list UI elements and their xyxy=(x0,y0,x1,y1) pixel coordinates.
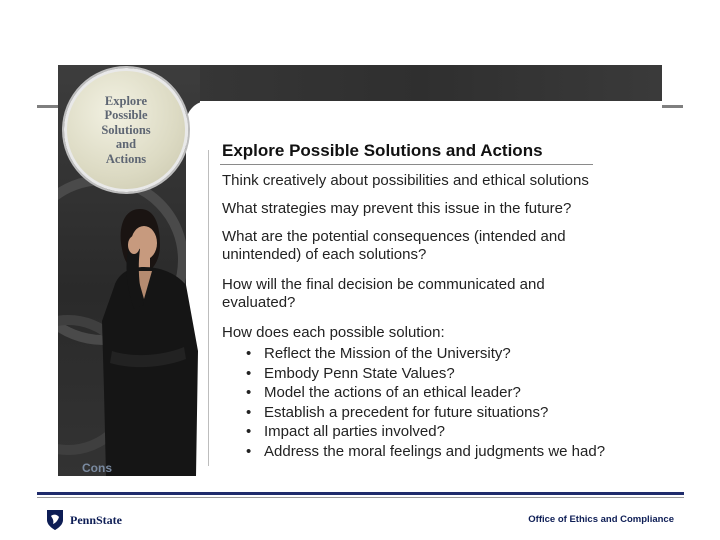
bullet-item: • Embody Penn State Values? xyxy=(246,364,605,384)
bullet-item: • Reflect the Mission of the University? xyxy=(246,344,605,364)
office-name: Office of Ethics and Compliance xyxy=(528,514,674,525)
section-badge xyxy=(64,68,188,192)
penn-state-logo xyxy=(46,509,122,531)
footer-rule xyxy=(37,492,684,495)
badge-text: Explore Possible Solutions and Actions xyxy=(101,93,151,166)
footer-rule-thin xyxy=(37,497,684,498)
bullet-item: • Model the actions of an ethical leader? xyxy=(246,383,605,403)
paragraph: What are the potential consequences (intended and unintended) of each solutions? xyxy=(222,228,566,263)
paragraph: What strategies may prevent this issue in the future? xyxy=(222,200,572,217)
slide-title: Explore Possible Solutions and Actions xyxy=(222,141,543,160)
decorative-line-right xyxy=(662,105,683,108)
cut-off-label: Cons xyxy=(82,461,112,475)
paragraph: Think creatively about possibilities and ethical solutions xyxy=(222,172,589,189)
title-underline xyxy=(220,164,593,165)
bullet-item: • Address the moral feelings and judgments we had? xyxy=(246,442,605,462)
decorative-line-left xyxy=(37,105,59,108)
vertical-divider xyxy=(208,150,209,466)
paragraph: How will the final decision be communicated and evaluated? xyxy=(222,276,545,311)
logo-wordmark: PennState xyxy=(70,512,122,527)
paragraph: How does each possible solution: xyxy=(222,324,445,341)
woman-thinking-photo xyxy=(100,201,210,476)
bullet-item: • Establish a precedent for future situations? xyxy=(246,403,605,423)
bullet-item: • Impact all parties involved? xyxy=(246,422,605,442)
bullet-list xyxy=(246,344,605,462)
nittany-lion-shield-icon xyxy=(46,509,64,531)
